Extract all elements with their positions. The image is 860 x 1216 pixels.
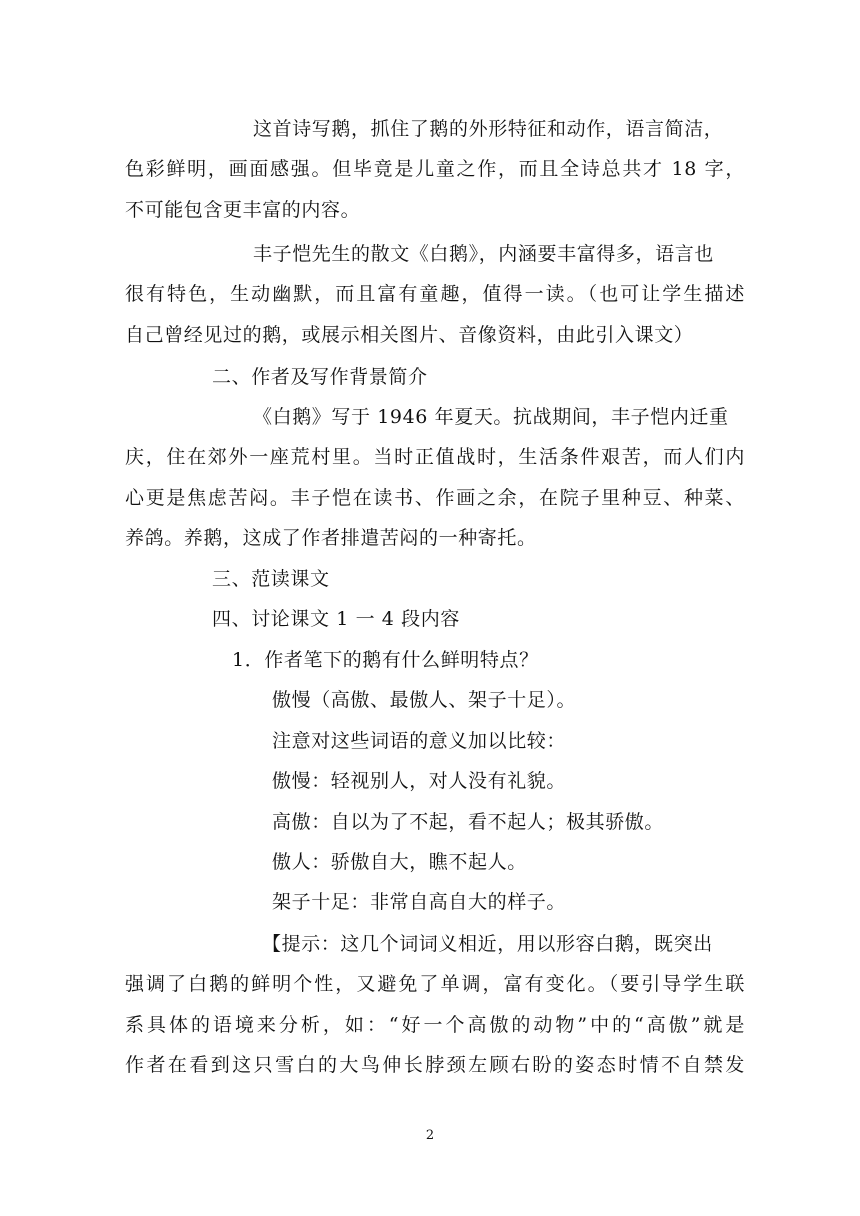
section-heading: 三、范读课文: [212, 568, 330, 590]
section-heading: 二、作者及写作背景简介: [212, 366, 428, 388]
text-line: 庆，住在郊外一座荒村里。当时正值战时，生活条件艰苦，而人们内: [125, 446, 745, 468]
text-line: 很有特色，生动幽默，而且富有童趣，值得一读。（也可让学生描述: [125, 283, 745, 305]
text-line: 《白鹅》写于 1946 年夏天。抗战期间，丰子恺内迁重: [253, 406, 729, 428]
text-line: 自己曾经见过的鹅，或展示相关图片、音像资料，由此引入课文）: [125, 324, 694, 346]
section-heading: 四、讨论课文 1 一 4 段内容: [212, 608, 460, 630]
hint-line: 【提示：这几个词词义相近，用以形容白鹅，既突出: [262, 933, 713, 955]
text-line: 养鸽。养鹅，这成了作者排遣苦闷的一种寄托。: [125, 527, 537, 549]
definition-line: 傲人：骄傲自大，瞧不起人。: [272, 851, 527, 873]
hint-line: 作者在看到这只雪白的大鸟伸长脖颈左顾右盼的姿态时情不自禁发: [125, 1054, 745, 1076]
question-line: 1．作者笔下的鹅有什么鲜明特点？: [232, 649, 539, 671]
text-line: 不可能包含更丰富的内容。: [125, 199, 361, 221]
text-line: 心更是焦虑苦闷。丰子恺在读书、作画之余，在院子里种豆、种菜、: [125, 487, 745, 509]
text-line: 丰子恺先生的散文《白鹅》，内涵要丰富得多，语言也: [253, 243, 714, 265]
text-line: 注意对这些词语的意义加以比较：: [272, 730, 567, 752]
hint-line: 强调了白鹅的鲜明个性，又避免了单调，富有变化。（要引导学生联: [125, 973, 745, 995]
hint-line: 系具体的语境来分析，如：“好一个高傲的动物”中的“高傲”就是: [125, 1014, 745, 1036]
text-line: 色彩鲜明，画面感强。但毕竟是儿童之作，而且全诗总共才 18 字，: [125, 158, 745, 180]
definition-line: 高傲：自以为了不起，看不起人；极其骄傲。: [272, 811, 665, 833]
text-line: 傲慢（高傲、最傲人、架子十足）。: [272, 689, 577, 711]
definition-line: 傲慢：轻视别人，对人没有礼貌。: [272, 770, 567, 792]
definition-line: 架子十足：非常自高自大的样子。: [272, 891, 567, 913]
page-number: 2: [425, 1128, 435, 1143]
text-line: 这首诗写鹅，抓住了鹅的外形特征和动作，语言简洁，: [253, 118, 724, 140]
